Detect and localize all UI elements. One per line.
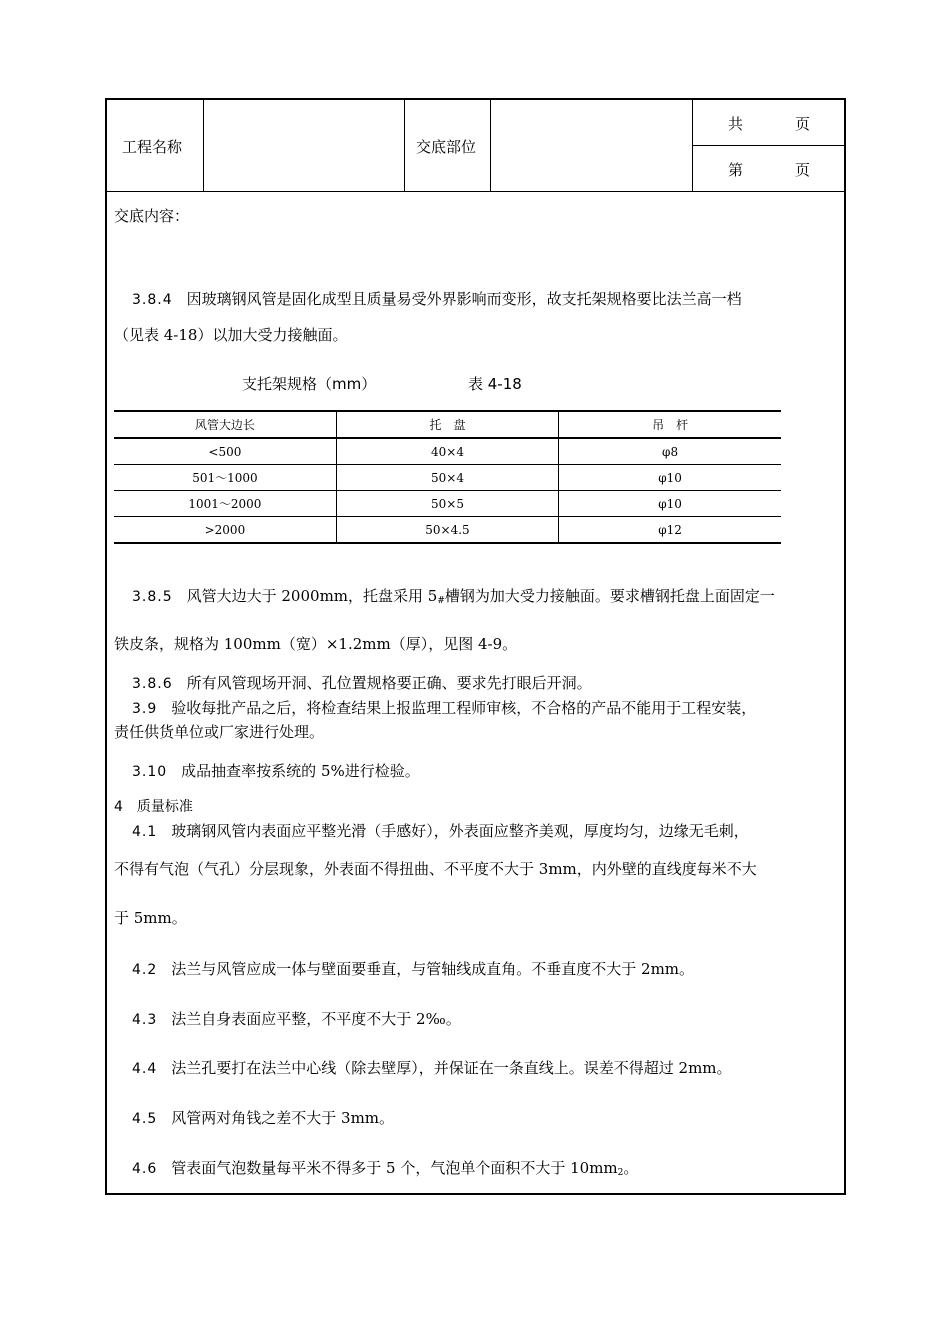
para-3-9-line1 [132, 697, 756, 718]
cell-duct-side: >2000 [204, 522, 246, 537]
para-4-1-number: 4.1 [132, 824, 158, 840]
para-3-10 [132, 760, 420, 781]
header-duct-side: 风管大边长 [194, 418, 255, 432]
cell-hanger-rod: φ12 [559, 517, 781, 544]
square-subscript: 2 [617, 1168, 624, 1178]
cell-duct-side: 501～1000 [192, 471, 258, 485]
table-header-row [114, 411, 781, 438]
channel-steel-subscript: # [437, 596, 445, 606]
total-pages-label: 共 [728, 115, 744, 133]
page-number-label: 第 [728, 161, 744, 179]
para-4-2-number: 4.2 [132, 962, 158, 978]
para-4-4 [132, 1057, 732, 1078]
para-4-6-text-b: 。 [623, 1159, 639, 1177]
para-3-8-4-line2: （见表 4-18）以加大受力接触面。 [114, 326, 348, 344]
para-3-8-6 [132, 672, 592, 693]
total-pages-unit: 页 [795, 115, 811, 133]
header-divider-3 [490, 98, 491, 192]
table-row [114, 438, 781, 465]
para-4-2-text: 法兰与风管应成一体与壁面要垂直，与管轴线成直角。不垂直度不大于 2mm。 [171, 960, 695, 978]
para-4-3-text: 法兰自身表面应平整，不平度不大于 2‰。 [171, 1010, 461, 1028]
header-bottom-rule [105, 191, 846, 192]
table-row [114, 491, 781, 517]
cell-hanger-rod: φ10 [559, 465, 781, 491]
para-3-10-number: 3.10 [132, 764, 168, 780]
para-3-8-6-number: 3.8.6 [132, 676, 173, 692]
para-3-8-5-text-b: 槽钢为加大受力接触面。要求槽钢托盘上面固定一 [444, 587, 775, 605]
para-3-8-5-number: 3.8.5 [132, 589, 173, 605]
para-3-8-5-text-a: 风管大边大于 2000mm，托盘采用 5 [186, 587, 438, 605]
table-number: 表 4-18 [468, 375, 522, 393]
para-4-5-text: 风管两对角钱之差不大于 3mm。 [171, 1109, 395, 1127]
para-4-2 [132, 958, 694, 979]
header-hanger-rod: 吊 杆 [559, 411, 781, 438]
header-tray: 托 盘 [336, 411, 558, 438]
cell-hanger-rod: φ8 [559, 438, 781, 465]
para-4-6-number: 4.6 [132, 1161, 158, 1177]
para-3-8-6-text: 所有风管现场开洞、孔位置规格要正确、要求先打眼后开洞。 [186, 674, 592, 692]
table-row [114, 465, 781, 491]
cell-duct-side: <500 [208, 444, 242, 459]
para-3-8-5-line2: 铁皮条，规格为 100mm（宽）×1.2mm（厚），见图 4-9。 [114, 635, 518, 653]
para-3-9-number: 3.9 [132, 701, 158, 717]
header-divider-1 [203, 98, 204, 192]
content-label: 交底内容： [114, 207, 190, 225]
cell-hanger-rod: φ10 [559, 491, 781, 517]
para-4-1-text: 玻璃钢风管内表面应平整光滑（手感好），外表面应整齐美观，厚度均匀，边缘无毛刺， [171, 822, 749, 840]
cell-tray: 40×4 [336, 438, 558, 465]
para-3-8-4-text: 因玻璃钢风管是固化成型且质量易受外界影响而变形，故支托架规格要比法兰高一档 [186, 290, 742, 308]
cell-duct-side: 1001～2000 [188, 497, 262, 511]
para-3-10-text: 成品抽查率按系统的 5%进行检验。 [181, 762, 420, 780]
para-3-9-text: 验收每批产品之后，将检查结果上报监理工程师审核，不合格的产品不能用于工程安装， [171, 699, 757, 717]
para-4-6-text-a: 管表面气泡数量每平米不得多于 5 个，气泡单个面积不大于 10mm [171, 1159, 618, 1177]
cell-tray: 50×5 [336, 491, 558, 517]
project-name-label: 工程名称 [122, 138, 183, 156]
para-4-4-text: 法兰孔要打在法兰中心线（除去壁厚），并保证在一条直线上。误差不得超过 2mm。 [171, 1059, 732, 1077]
header-divider-2 [404, 98, 405, 192]
para-4-3 [132, 1008, 461, 1029]
bracket-spec-table [114, 410, 781, 544]
para-4-1-line1 [132, 820, 749, 841]
header-page-rule [692, 145, 845, 146]
para-4-4-number: 4.4 [132, 1061, 158, 1077]
para-4-5 [132, 1107, 394, 1128]
para-4-5-number: 4.5 [132, 1111, 158, 1127]
para-4-3-number: 4.3 [132, 1012, 158, 1028]
para-3-8-4-line1 [132, 288, 742, 309]
para-4-1-line3: 于 5mm。 [114, 909, 187, 927]
cell-tray: 50×4.5 [336, 517, 558, 544]
section-4-title: 4 质量标准 [114, 799, 193, 815]
table-caption: 支托架规格（mm） [242, 375, 377, 393]
para-3-9-line2: 责任供货单位或厂家进行处理。 [114, 723, 325, 741]
para-4-6 [132, 1157, 638, 1178]
page-number-unit: 页 [795, 161, 811, 179]
handover-part-label: 交底部位 [416, 138, 477, 156]
para-4-1-line2: 不得有气泡（气孔）分层现象，外表面不得扭曲、不平度不大于 3mm，内外壁的直线度每米不大 [114, 860, 757, 878]
table-row [114, 517, 781, 544]
cell-tray: 50×4 [336, 465, 558, 491]
para-3-8-5-line1 [132, 585, 775, 606]
para-3-8-4-number: 3.8.4 [132, 292, 173, 308]
